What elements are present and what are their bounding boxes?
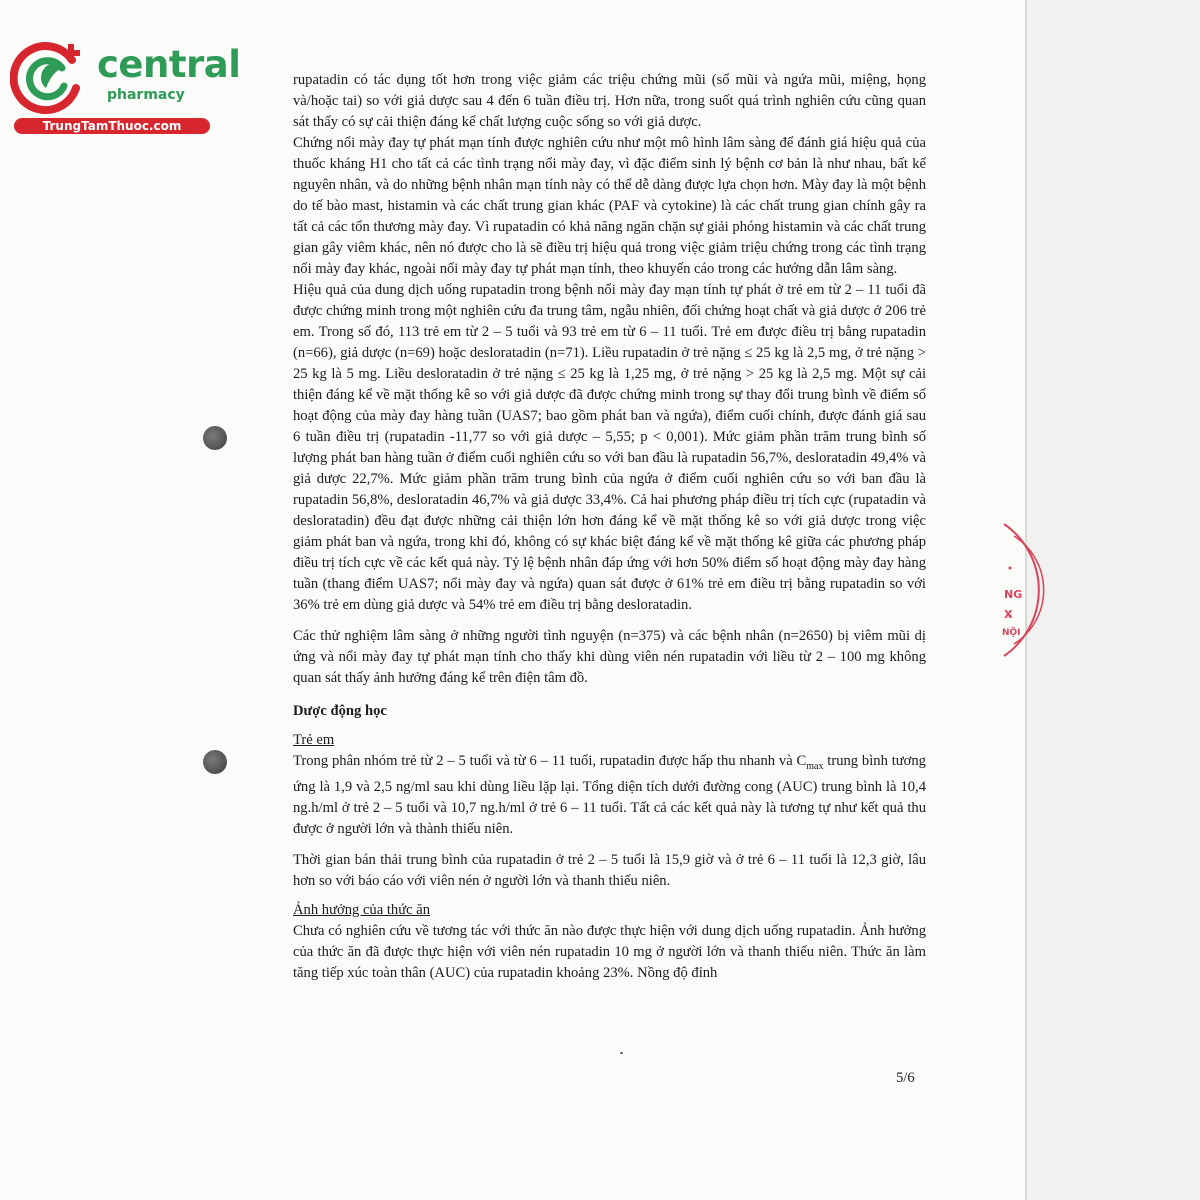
logo-brand-text: central: [97, 43, 241, 86]
background-strip: [1027, 0, 1200, 1200]
section-heading: Dược động học: [293, 703, 387, 719]
paragraph: Hiệu quả của dung dịch uống rupatadin trong bệnh nổi mày đay mạn tính tự phát ở trẻ em từ 2 – 11 tuổi đã được chứng minh trong một nghiên cứu đa trung tâm, ngẫu nhiên, đối chứng hoạt chất và giả dược ở 206 trẻ em. Trong số đó, 113 trẻ em từ 2 – 5 tuổi và 93 trẻ em từ 6 – 11 tuổi. Trẻ em được điều trị bằng rupatadin (n=66), giả dược (n=69) hoặc desloratadin (n=71). Liều rupatadin ở trẻ nặng ≤ 25 kg là 2,5 mg, ở trẻ nặng > 25 kg là 5 mg. Liều desloratadin ở trẻ nặng ≤ 25 kg là 1,25 mg, ở trẻ nặng > 25 kg là 2,5 mg. Một sự cải thiện đáng kể về mặt thống kê so với giả dược đã được chứng minh trong sự thay đổi trung bình về điểm số hoạt động của mày đay hàng tuần (UAS7; bao gồm phát ban và ngứa), điểm cuối chính, được đánh giá sau 6 tuần điều trị (rupatadin -11,77 so với giả dược – 5,55; p < 0,001). Mức giảm phần trăm trung bình số lượng phát ban hàng tuần ở điểm cuối nghiên cứu so với ban đầu là rupatadin 56,7%, desloratadin 49,4% và giả dược 22,7%. Mức giảm phần trăm trung bình của ngứa ở điểm cuối nghiên cứu so với ban đầu là rupatadin 56,8%, desloratadin 46,7% và giả dược 33,4%. Cả hai phương pháp điều trị tích cực (rupatadin và desloratadin) đều đạt được những cải thiện lớn hơn đáng kể về mặt thống kê so với giả dược trong việc giảm phát ban và ngứa, trong khi đó, không có sự khác biệt đáng kể về mặt thống kê giữa các phương pháp điều trị tích cực về các kết quả này. Tỷ lệ bệnh nhân đáp ứng với hơn 50% điểm số hoạt động mày đay hàng tuần (thang điểm UAS7; nổi mày đay và ngứa) quan sát được ở 61% trẻ em điều trị bằng rupatadin so với 36% trẻ em dùng giả dược và 54% trẻ em điều trị bằng desloratadin.: [293, 282, 926, 613]
cmax-subscript: max: [806, 760, 824, 772]
paragraph: [293, 751, 926, 840]
subsection-heading: Trẻ em: [293, 732, 335, 748]
scan-speck: [620, 1052, 623, 1054]
stamp-text: NG: [1004, 588, 1023, 601]
paragraph: Chưa có nghiên cứu về tương tác với thức ăn nào được thực hiện với dung dịch uống rupatadin. Ảnh hưởng của thức ăn đã được thực hiện với viên nén rupatadin 10 mg ở người lớn và thanh thiếu niên. Thức ăn làm tăng tiếp xúc toàn thân (AUC) của rupatadin khoảng 23%. Nồng độ đỉnh: [293, 922, 926, 981]
logo-mark-icon: [10, 38, 100, 118]
document-body: [293, 70, 926, 984]
punch-hole: [203, 750, 227, 774]
page-number: 5/6: [896, 1070, 915, 1086]
paragraph: Thời gian bán thải trung bình của rupatadin ở trẻ 2 – 5 tuổi là 15,9 giờ và ở trẻ 6 – 11 tuổi là 12,3 giờ, lâu hơn so với báo cáo với viên nén ở người lớn và thanh thiếu niên.: [293, 851, 926, 889]
stamp-text: X: [1004, 608, 1013, 621]
stamp-text: NỘI: [1002, 628, 1021, 638]
central-pharmacy-logo[interactable]: [10, 38, 241, 138]
paragraph: rupatadin có tác dụng tốt hơn trong việc giảm các triệu chứng mũi (sổ mũi và ngứa mũi, miệng, họng và/hoặc tai) so với giả dược sau 4 đến 6 tuần điều trị. Hơn nữa, trong suốt quá trình nghiên cứu cũng quan sát thấy có sự cải thiện đáng kể chất lượng cuộc sống so với giả dược.: [293, 72, 926, 130]
paragraph-text: Trong phân nhóm trẻ từ 2 – 5 tuổi và từ 6 – 11 tuổi, rupatadin được hấp thu nhanh và C: [293, 753, 807, 769]
official-stamp-fragment: [990, 520, 1050, 660]
paragraph: Chứng nổi mày đay tự phát mạn tính được nghiên cứu như một mô hình lâm sàng để đánh giá hiệu quả của thuốc kháng H1 cho tất cả các tình trạng nổi mày đay, vì đặc điểm sinh lý bệnh cơ bản là như nhau, bất kể nguyên nhân, và do những bệnh nhân mạn tính này có thể dễ dàng được lựa chọn hơn. Mày đay là một bệnh do tế bào mast, histamin và các chất trung gian khác (PAF và cytokine) là các chất trung gian chính gây ra tất cả các tổn thương mày đay. Vì rupatadin có khả năng ngăn chặn sự giải phóng histamin và các chất trung gian gây viêm khác, nên nó được cho là sẽ điều trị hiệu quả trong việc giảm triệu chứng trong các tình trạng nổi mày đay khác, ngoài nổi mày đay tự phát mạn tính, theo khuyến cáo trong các hướng dẫn lâm sàng.: [293, 135, 926, 277]
subsection-heading: Ảnh hưởng của thức ăn: [293, 901, 431, 918]
paragraph-text: trung bình tương ứng là 1,9 và 2,5 ng/ml sau khi dùng liều lặp lại. Tổng diện tích dưới đường cong (AUC) trung bình là 10,4 ng.h/ml ở trẻ 2 – 5 tuổi và 10,7 ng.h/ml ở trẻ 6 – 11 tuổi. Tất cả các kết quả này là tương tự như kết quả thu được ở người lớn và thành thiếu niên.: [293, 753, 926, 837]
logo-sub-text: pharmacy: [107, 87, 185, 103]
logo-url-badge[interactable]: TrungTamThuoc.com: [14, 118, 210, 134]
paragraph: Các thử nghiệm lâm sàng ở những người tình nguyện (n=375) và các bệnh nhân (n=2650) bị viêm mũi dị ứng và nổi mày đay tự phát mạn tính cho thấy khi dùng viên nén rupatadin với liều từ 2 – 100 mg không quan sát thấy ảnh hưởng đáng kể trên điện tâm đồ.: [293, 628, 926, 686]
punch-hole: [203, 426, 227, 450]
